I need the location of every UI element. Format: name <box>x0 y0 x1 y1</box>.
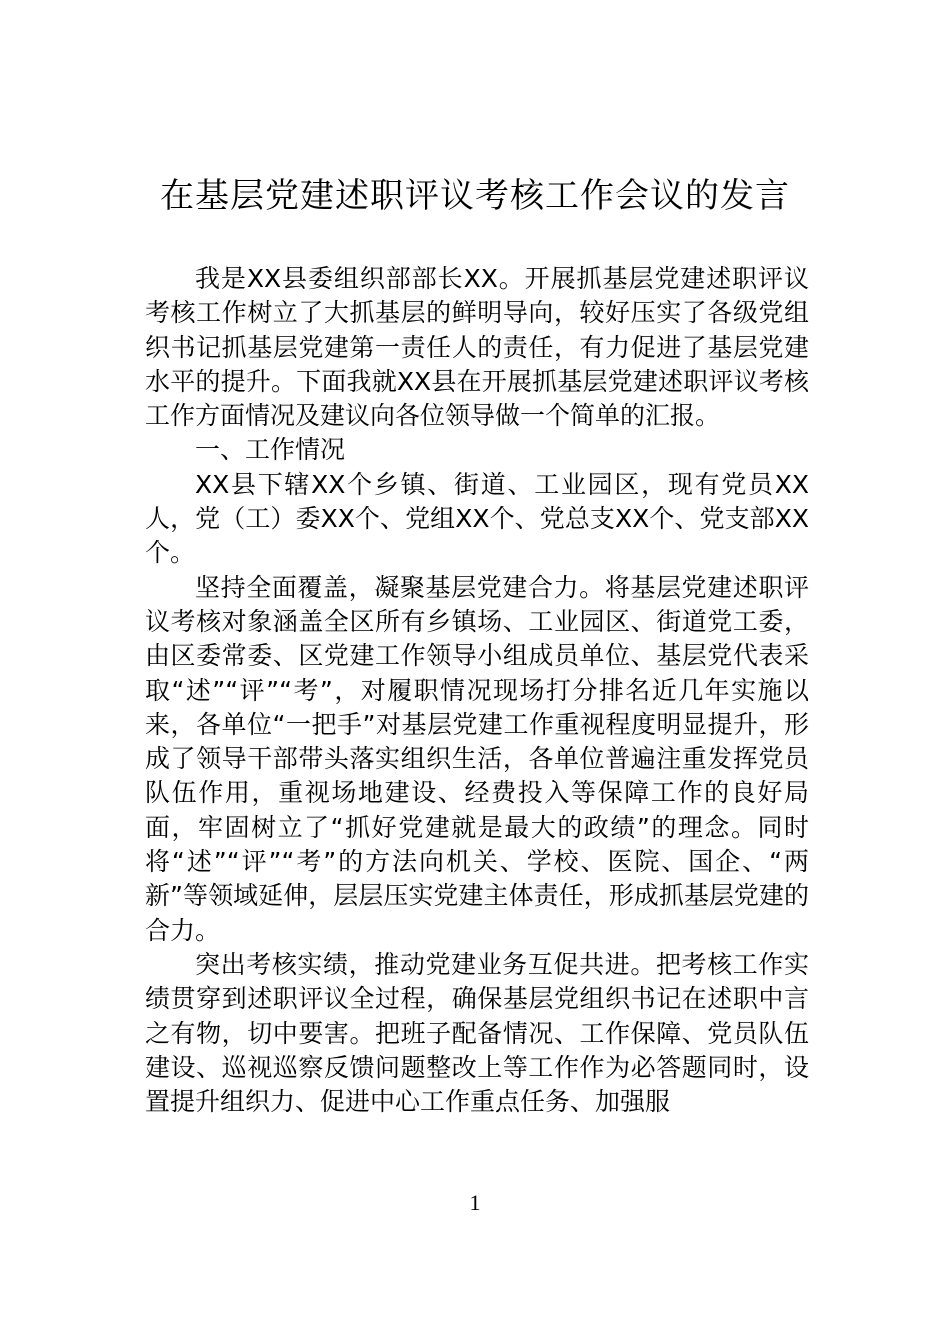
page-number: 1 <box>469 1190 481 1215</box>
paragraph-intro: 我是XX县委组织部部长XX。开展抓基层党建述职评议考核工作树立了大抓基层的鲜明导向，较好压实了各级党组织书记抓基层党建第一责任人的责任，有力促进了基层党建水平的提升。下面我就XX县在开展抓基层党建述职评议考核工作方面情况及建议向各位领导做一个简单的汇报。 <box>145 264 809 431</box>
paragraph-full-coverage: 坚持全面覆盖，凝聚基层党建合力。将基层党建述职评议考核对象涵盖全区所有乡镇场、工业园区、街道党工委，由区委常委、区党建工作领导小组成员单位、基层党代表采取“述”“评”“考”，对履职情况现场打分排名近几年实施以来，各单位“一把手”对基层党建工作重视程度明显提升，形成了领导干部带头落实组织生活，各单位普遍注重发挥党员队伍作用，重视场地建设、经费投入等保障工作的良好局面，牢固树立了“抓好党建就是最大的政绩”的理念。同时将“述”“评”“考”的方法向机关、学校、医院、国企、“两新”等领域延伸，层层压实党建主体责任，形成抓基层党建的合力。 <box>145 572 809 945</box>
document-body <box>145 262 809 1119</box>
paragraph-assessment-results: 突出考核实绩，推动党建业务互促共进。把考核工作实绩贯穿到述职评议全过程，确保基层党组织书记在述职中言之有物，切中要害。把班子配备情况、工作保障、党员队伍建设、巡视巡察反馈问题整改上等工作作为必答题同时，设置提升组织力、促进中心工作重点任务、加强服 <box>145 949 809 1117</box>
document-title: 在基层党建述职评议考核工作会议的发言 <box>160 176 790 216</box>
paragraph-county-overview: XX县下辖XX个乡镇、街道、工业园区，现有党员XX人，党（工）委XX个、党组XX个、党总支XX个、党支部XX个。 <box>145 469 809 568</box>
section-heading-work-status: 一、工作情况 <box>195 435 346 465</box>
